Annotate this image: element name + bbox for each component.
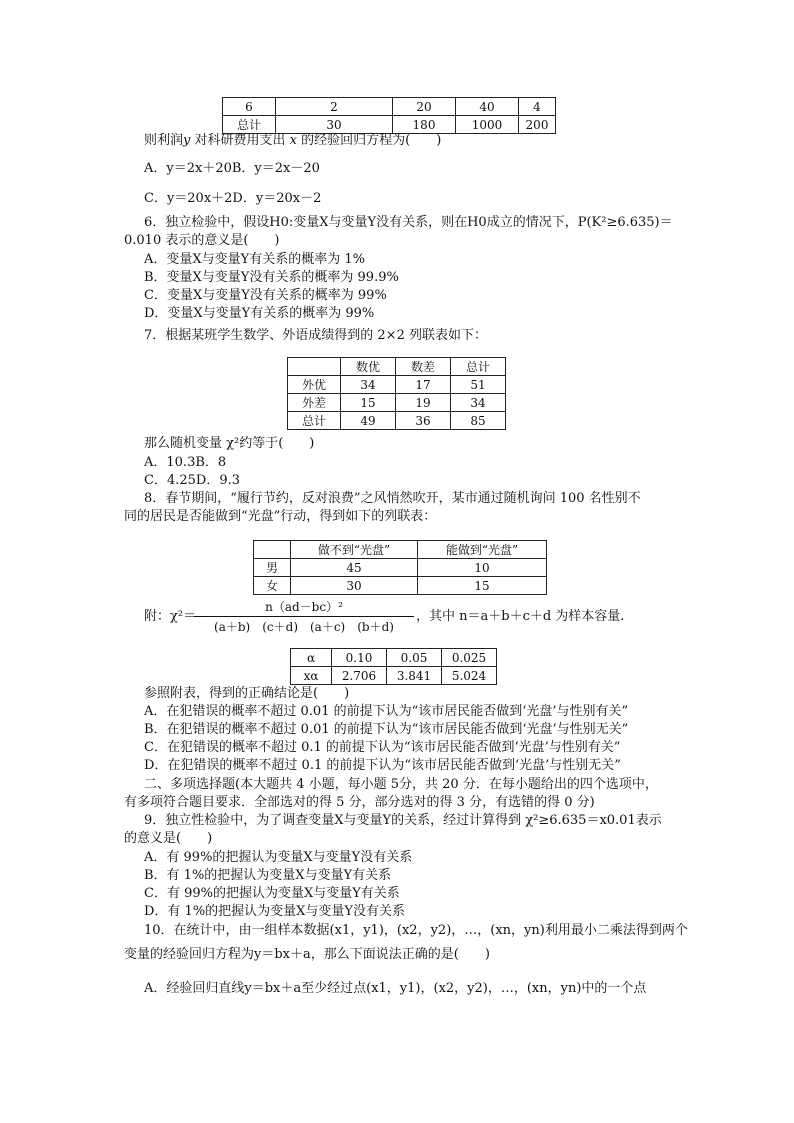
q6-line1: 6．独立检验中，假设H0:变量X与变量Y没有关系，则在H0成立的情况下，P(K²≥6.635)＝ [144, 215, 673, 230]
formula-suffix: ，其中 n＝a＋b＋c＋d 为样本容量. [416, 609, 625, 624]
alpha-table [290, 648, 497, 685]
table-header: 总计 [451, 358, 506, 376]
table-row [288, 358, 506, 376]
q8-line2: 同的居民是否能做到“光盘”行动，得到如下的列联表： [124, 509, 437, 524]
table-cell: α [291, 649, 332, 667]
table-cell: 40 [456, 98, 519, 116]
table-cell: 0.025 [442, 649, 497, 667]
section2-line1: 二、多项选择题(本大题共 4 小题，每小题 5分，共 20 分．在每小题给出的四个选项中， [144, 777, 658, 792]
table-header: 数差 [396, 358, 451, 376]
table-cell: 3.841 [387, 667, 442, 685]
table-cell: 34 [341, 376, 396, 394]
table-header [288, 358, 341, 376]
fraction-denominator: (a＋b) (c＋d) (a＋c) (b＋d) [214, 620, 394, 634]
q7-options-cd: C．4.25D．9.3 [144, 473, 240, 488]
formula-prefix: 附：χ²＝ [144, 609, 197, 624]
q8-option-a: A．在犯错误的概率不超过 0.01 的前提下认为“该市居民能否做到‘光盘’与性别有关” [144, 704, 629, 719]
table-cell: 15 [341, 394, 396, 412]
q8-line1: 8．春节期间，“履行节约，反对浪费”之风悄然吹开，某市通过随机询问 100 名性别不 [144, 491, 641, 506]
table-cell: 36 [396, 412, 451, 430]
table-cell: 19 [396, 394, 451, 412]
q9-option-b: B．有 1%的把握认为变量X与变量Y有关系 [144, 868, 392, 883]
table-row [254, 541, 547, 559]
table-header: 做不到“光盘” [291, 541, 418, 559]
q9-option-c: C．有 99%的把握认为变量X与变量Y有关系 [144, 886, 400, 901]
table-cell: 5.024 [442, 667, 497, 685]
table-row [223, 98, 556, 116]
table-cell: 15 [418, 577, 547, 595]
table-row [291, 667, 497, 685]
q8-option-b: B．在犯错误的概率不超过 0.01 的前提下认为“该市居民能否做到‘光盘’与性别无关” [144, 722, 629, 737]
q6-option-a: A．变量X与变量Y有关系的概率为 1% [144, 252, 365, 267]
table-cell: 30 [276, 116, 393, 134]
q7-question: 那么随机变量 χ²约等于( ) [144, 436, 315, 451]
table-cell: 外优 [288, 376, 341, 394]
q8-option-d: D．在犯错误的概率不超过 0.1 的前提下认为“该市居民能否做到‘光盘’与性别无关” [144, 758, 621, 773]
table-cell: xα [291, 667, 332, 685]
table-cell: 180 [393, 116, 456, 134]
table-cell: 17 [396, 376, 451, 394]
table-cell: 男 [254, 559, 291, 577]
q10-line1: 10．在统计中，由一组样本数据(x1，y1)，(x2，y2)，…，(xn，yn)利用最小二乘法得到两个 [144, 923, 688, 938]
table-row [254, 577, 547, 595]
table-row [288, 412, 506, 430]
q8-table [253, 540, 547, 595]
table-cell: 85 [451, 412, 506, 430]
table-cell: 0.10 [332, 649, 387, 667]
top-table [222, 97, 556, 134]
table-cell: 51 [451, 376, 506, 394]
table-row [288, 394, 506, 412]
q5-options-ab: A．y＝2x＋20B．y＝2x－20 [144, 161, 320, 176]
q6-option-c: C．变量X与变量Y没有关系的概率为 99% [144, 288, 387, 303]
q7-options-ab: A．10.3B．8 [144, 455, 227, 470]
table-header: 数优 [341, 358, 396, 376]
table-cell: 45 [291, 559, 418, 577]
q6-option-d: D．变量X与变量Y有关系的概率为 99% [144, 306, 375, 321]
table-cell: 1000 [456, 116, 519, 134]
table-cell: 2.706 [332, 667, 387, 685]
table-row [291, 649, 497, 667]
table-cell: 4 [519, 98, 556, 116]
q9-line1: 9．独立性检验中，为了调查变量X与变量Y的关系，经过计算得到 χ²≥6.635＝x0.01表示 [144, 813, 662, 828]
table-cell: 外差 [288, 394, 341, 412]
q6-line2: 0.010 表示的意义是( ) [124, 233, 280, 248]
table-cell: 0.05 [387, 649, 442, 667]
table-cell: 女 [254, 577, 291, 595]
table-cell: 34 [451, 394, 506, 412]
table-cell: 2 [276, 98, 393, 116]
q6-option-b: B．变量X与变量Y没有关系的概率为 99.9% [144, 270, 399, 285]
q7-table [287, 357, 506, 430]
table-cell: 10 [418, 559, 547, 577]
q9-line2: 的意义是( ) [124, 831, 213, 846]
table-cell: 20 [393, 98, 456, 116]
fraction-bar [194, 616, 414, 617]
table-header [254, 541, 291, 559]
table-row [254, 559, 547, 577]
q10-line2: 变量的经验回归方程为y＝bx＋a，那么下面说法正确的是( ) [124, 947, 490, 962]
table-row [223, 116, 556, 134]
q7-stem: 7．根据某班学生数学、外语成绩得到的 2×2 列联表如下： [144, 328, 487, 343]
table-cell: 总计 [288, 412, 341, 430]
q10-option-a: A．经验回归直线y＝bx＋a至少经过点(x1，y1)，(x2，y2)，…，(xn，yn)中的一个点 [144, 981, 647, 996]
q8-option-c: C．在犯错误的概率不超过 0.1 的前提下认为“该市居民能否做到‘光盘’与性别有关” [144, 740, 621, 755]
table-cell: 6 [223, 98, 276, 116]
q8-ask: 参照附表，得到的正确结论是( ) [144, 686, 350, 701]
table-row [288, 376, 506, 394]
table-cell: 30 [291, 577, 418, 595]
table-cell: 总计 [223, 116, 276, 134]
q5-options-cd: C．y＝20x＋2D．y＝20x－2 [144, 191, 322, 206]
table-header: 能做到“光盘” [418, 541, 547, 559]
table-cell: 49 [341, 412, 396, 430]
q9-option-a: A．有 99%的把握认为变量X与变量Y没有关系 [144, 850, 413, 865]
section2-line2: 有多项符合题目要求．全部选对的得 5 分，部分选对的得 3 分，有选错的得 0 分) [124, 795, 595, 810]
table-cell: 200 [519, 116, 556, 134]
fraction-numerator: n（ad－bc）² [265, 600, 343, 614]
q5-stem: 则利润y 对科研费用支出 x 的经验回归方程为( ) [144, 133, 442, 148]
chi-square-fraction [194, 598, 414, 638]
q9-option-d: D．有 1%的把握认为变量X与变量Y没有关系 [144, 904, 406, 919]
